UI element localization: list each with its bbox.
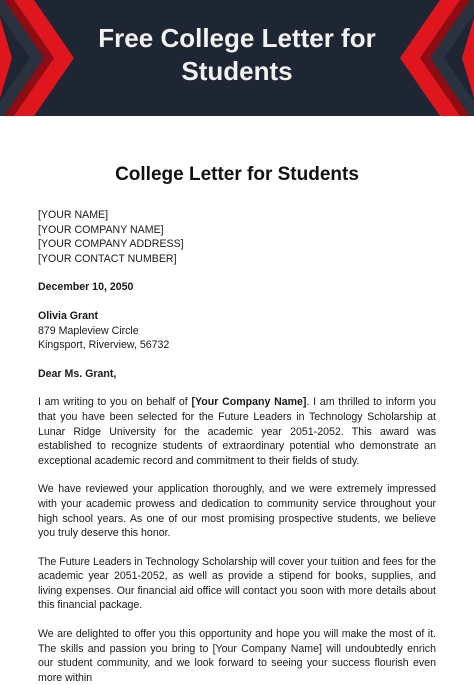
- sender-name: [YOUR NAME]: [38, 209, 109, 221]
- document-title: College Letter for Students: [115, 164, 359, 185]
- header-banner: [0, 0, 474, 116]
- paragraph-1: [38, 395, 436, 468]
- letter-body: [0, 164, 474, 684]
- recipient-address-line2: Kingsport, Riverview, 56732: [38, 339, 170, 352]
- banner-title-line2: Students: [181, 56, 293, 86]
- paragraph-1-start: I am writing to you on behalf of: [38, 396, 192, 409]
- sender-company: [YOUR COMPANY NAME]: [38, 223, 164, 236]
- recipient-name: Olivia Grant: [38, 309, 99, 322]
- banner-title: [80, 22, 394, 88]
- paragraph-2: We have reviewed your application thoroughly, and we were extremely impressed with your academic prowess and dedication to community service throughout your high school years. As one of our most promising prospective students, we believe you truly deserve this honor.: [38, 483, 436, 540]
- sender-block: [38, 208, 436, 266]
- recipient-address-line1: 879 Mapleview Circle: [38, 324, 139, 337]
- banner-title-line1: Free College Letter for: [98, 23, 376, 53]
- paragraph-3: The Future Leaders in Technology Scholarship will cover your tuition and fees for the academic year 2051-2052, as well as provide a stipend for books, supplies, and living expenses. Our financial aid office will contact you soon with more details about this financial package.: [38, 555, 436, 612]
- paragraph-4: We are delighted to offer you this opportunity and hope you will make the most of it. The skills and passion you bring to [Your Company Name] will undoubtedly enrich our student community, and we look forward to seeing your success flourish even more within: [38, 628, 436, 684]
- paragraph-1-rest: . I am thrilled to inform you that you have been selected for the Future Leaders in Technology Scholarship at Lunar Ridge University for the academic year 2051-2052. This award was established to recognize students of extraordinary potential who demonstrate an exceptional academic record and commitment to their fields of study.: [38, 396, 436, 467]
- company-name-placeholder: [Your Company Name]: [191, 396, 307, 409]
- sender-contact: [YOUR CONTACT NUMBER]: [38, 252, 177, 265]
- sender-address: [YOUR COMPANY ADDRESS]: [38, 238, 184, 251]
- salutation: Dear Ms. Grant,: [38, 367, 117, 380]
- recipient-block: [38, 309, 436, 353]
- letter-date: December 10, 2050: [38, 281, 134, 294]
